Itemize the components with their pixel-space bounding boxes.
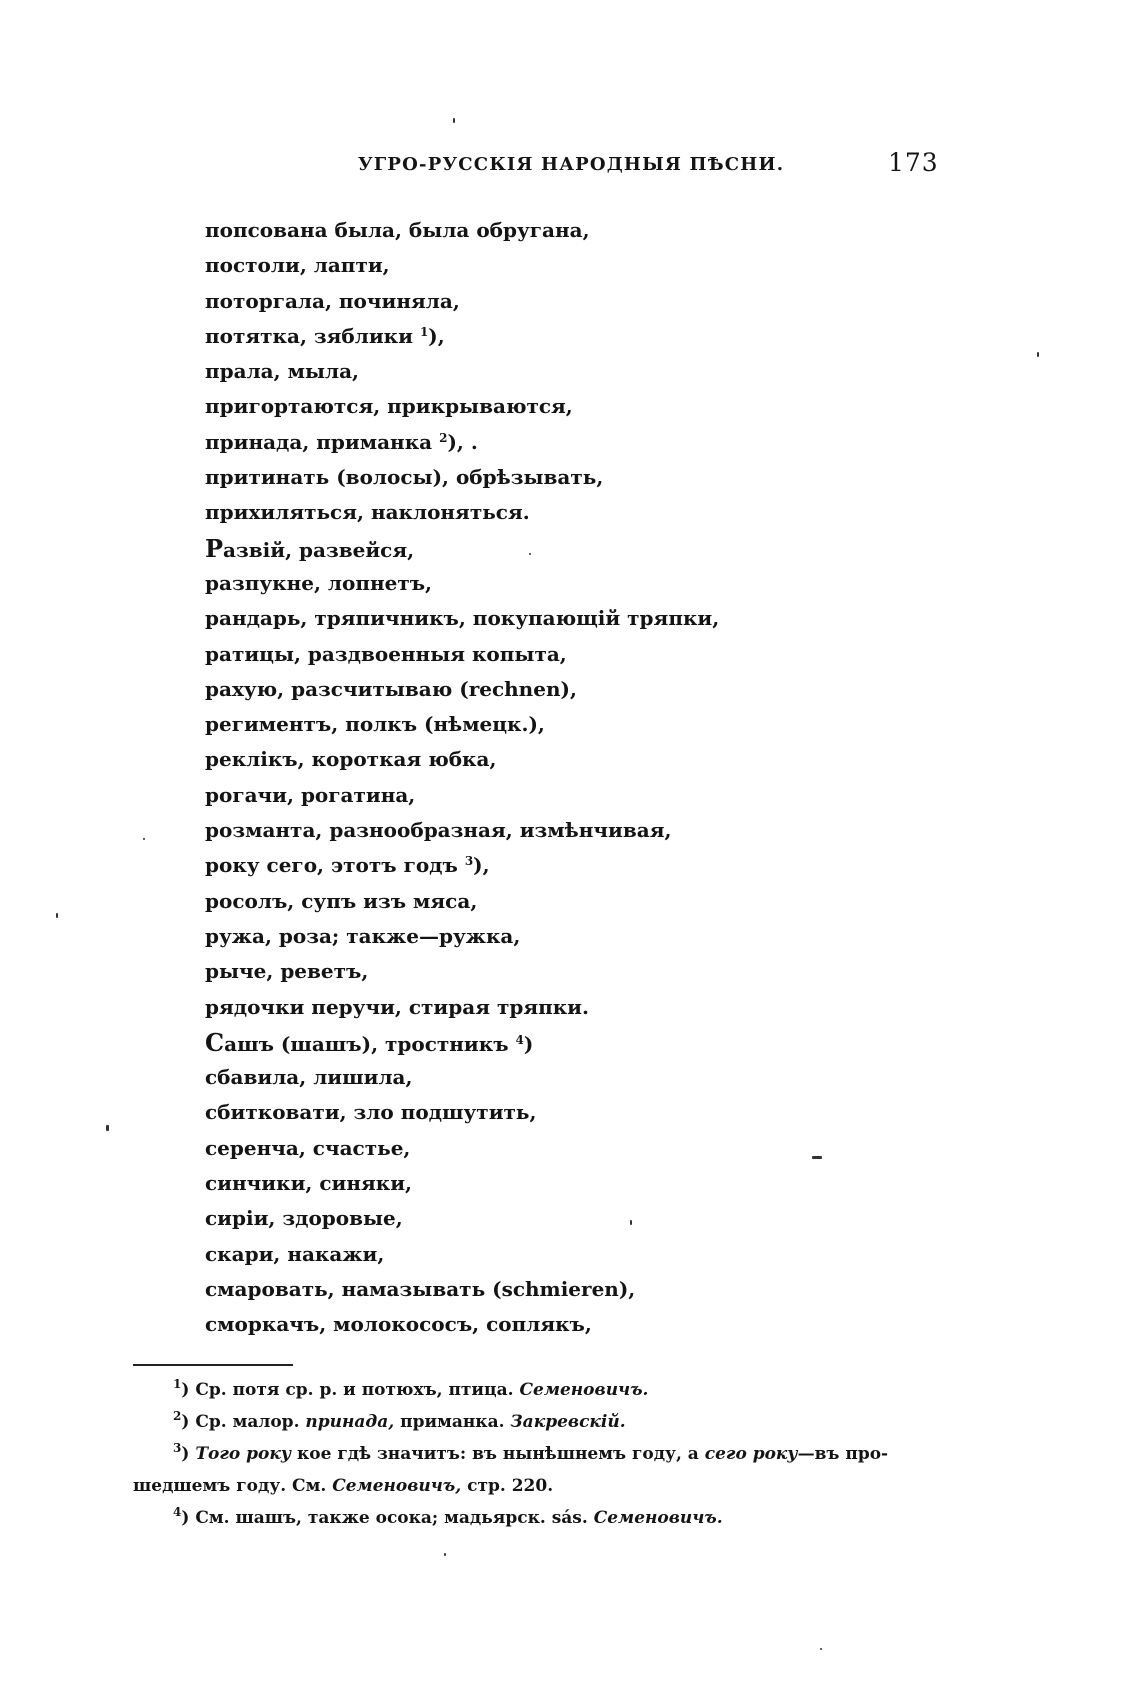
glossary-entry: притинать (волосы), обрѣзывать, bbox=[205, 465, 604, 490]
scan-speck bbox=[453, 118, 455, 123]
section-initial: Р bbox=[205, 533, 224, 563]
glossary-entry: року сего, этотъ годъ $^3$), bbox=[205, 853, 490, 878]
scan-speck bbox=[143, 838, 145, 840]
running-title: УГРО-РУССКІЯ НАРОДНЫЯ ПѢСНИ. bbox=[358, 154, 785, 175]
glossary-entry: смаровать, намазывать (schmieren), bbox=[205, 1276, 636, 1301]
scan-speck bbox=[1037, 352, 1039, 357]
glossary-entry: постоли, лапти, bbox=[205, 253, 390, 278]
glossary-entry: принада, приманка $^2$), . bbox=[205, 429, 478, 454]
footnote-ref: 1 bbox=[419, 324, 429, 339]
scan-speck bbox=[106, 1125, 109, 1131]
glossary-entry: поторгала, починяла, bbox=[205, 288, 460, 313]
glossary-entry: ратицы, раздвоенныя копыта, bbox=[205, 641, 567, 666]
glossary-entry: рахую, разсчитываю (rechnen), bbox=[205, 676, 577, 701]
glossary-entry: Развій, развейся, bbox=[205, 533, 415, 563]
footnote-ref: 3 bbox=[464, 854, 474, 869]
glossary-entry: серенча, счастье, bbox=[205, 1135, 411, 1160]
glossary-entry: сбитковати, зло подшутить, bbox=[205, 1100, 537, 1125]
glossary-entry: рандарь, тряпичникъ, покупающій тряпки, bbox=[205, 606, 720, 631]
glossary-entry: рядочки перучи, стирая тряпки. bbox=[205, 994, 589, 1019]
scan-speck bbox=[812, 1156, 822, 1159]
glossary-entry: пригортаются, прикрываются, bbox=[205, 394, 573, 419]
footnotes bbox=[133, 1374, 933, 1534]
glossary-entry: прихиляться, наклоняться. bbox=[205, 500, 530, 525]
footnote-ref: 2 bbox=[439, 430, 448, 445]
glossary-entry: рыче, реветъ, bbox=[205, 959, 369, 984]
glossary-entry: прала, мыла, bbox=[205, 359, 360, 384]
section-initial: С bbox=[205, 1027, 225, 1057]
footnote-divider bbox=[133, 1364, 293, 1366]
scan-speck bbox=[56, 913, 58, 918]
glossary-entry: сбавила, лишила, bbox=[205, 1065, 413, 1090]
glossary-entry: сморкачъ, молокососъ, соплякъ, bbox=[205, 1312, 592, 1337]
scan-speck bbox=[444, 1553, 446, 1556]
glossary-entry: росолъ, супъ изъ мяса, bbox=[205, 888, 478, 913]
glossary-entry: розманта, разнообразная, измѣнчивая, bbox=[205, 818, 672, 843]
glossary-entry: сирiи, здоровые, bbox=[205, 1206, 403, 1231]
scan-speck bbox=[820, 1648, 822, 1650]
glossary-list bbox=[205, 213, 719, 1343]
glossary-entry: синчики, синяки, bbox=[205, 1171, 412, 1196]
glossary-entry: разпукне, лопнетъ, bbox=[205, 570, 433, 595]
footnote-ref: 4 bbox=[515, 1032, 524, 1047]
footnote-continuation: шедшемъ году. См. Семеновичъ, стр. 220. bbox=[133, 1476, 554, 1496]
glossary-entry: потятка, зяблики $^1$), bbox=[205, 323, 445, 348]
glossary-entry: попсована была, была обругана, bbox=[205, 218, 590, 242]
scan-speck bbox=[529, 553, 531, 555]
glossary-entry: Сашъ (шашъ), тростникъ $^4$) bbox=[205, 1027, 534, 1057]
scan-speck bbox=[630, 1220, 632, 1225]
page-number: 173 bbox=[888, 148, 939, 177]
glossary-entry: региментъ, полкъ (нѣмецк.), bbox=[205, 712, 545, 737]
glossary-entry: рогачи, рогатина, bbox=[205, 782, 416, 807]
glossary-entry: ружа, роза; также—ружка, bbox=[205, 923, 521, 948]
footnote: $^3$) Того року кое гдѣ значитъ: въ нынѣшнемъ году, а сего року—въ про- bbox=[173, 1441, 889, 1464]
glossary-entry: скари, накажи, bbox=[205, 1241, 385, 1266]
footnote: $^1$) Ср. потя ср. р. и потюхъ, птица. Семеновичъ. bbox=[173, 1377, 649, 1400]
footnote: $^2$) Ср. малор. принада, приманка. Закревскій. bbox=[173, 1409, 626, 1432]
glossary-entry: реклікъ, короткая юбка, bbox=[205, 747, 497, 772]
footnote: $^4$) См. шашъ, также осока; мадьярск. sás. Семеновичъ. bbox=[173, 1505, 723, 1528]
